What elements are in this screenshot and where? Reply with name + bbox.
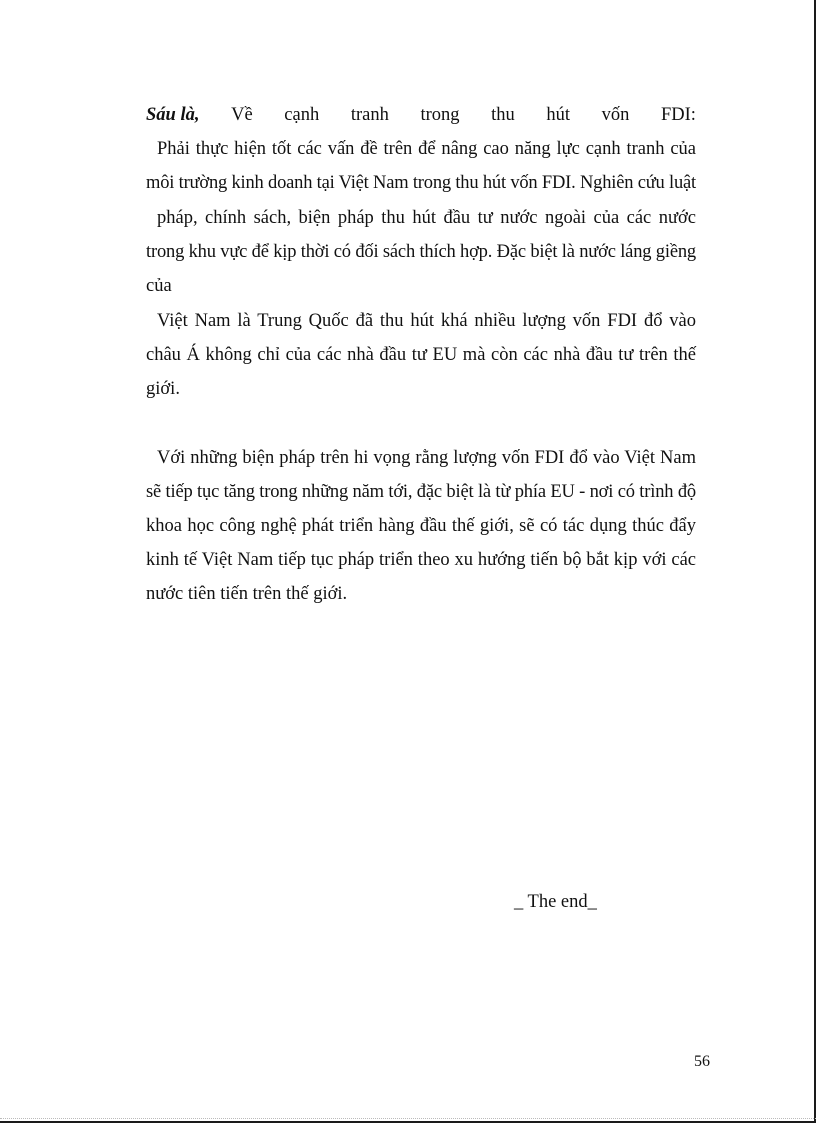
heading-word: thu	[491, 105, 515, 125]
paragraph2-line2: châu Á không chỉ của các nhà đầu tư EU mà còn các nhà đầu tư trên thế	[146, 345, 696, 365]
paragraph3-line1: Với những biện pháp trên hi vọng rằng lượng vốn FDI đổ vào Việt Nam	[157, 448, 696, 468]
page-number: 56	[694, 1053, 710, 1070]
paragraph2-line1: Việt Nam là Trung Quốc đã thu hút khá nhiều lượng vốn FDI đổ vào	[157, 311, 696, 331]
paragraph3-line4: kinh tế Việt Nam tiếp tục pháp triển theo xu hướng tiến bộ bắt kịp với các	[146, 550, 696, 570]
heading-word: hút	[546, 105, 570, 125]
page-bottom-divider	[0, 1118, 816, 1119]
heading-word: FDI:	[660, 105, 696, 125]
paragraph3-line2: sẽ tiếp tục tăng trong những năm tới, đặc biệt là từ phía EU - nơi có trình độ	[146, 482, 696, 502]
paragraph3-line5: nước tiên tiến trên thế giới.	[146, 584, 348, 604]
paragraph1-line5: của	[146, 276, 172, 296]
heading-word: cạnh	[284, 105, 320, 125]
paragraph2-line3: giới.	[146, 379, 180, 399]
heading-word: trong	[420, 105, 460, 125]
heading-word: tranh	[350, 105, 389, 125]
heading-word: vốn	[601, 105, 630, 125]
paragraph1-line4: trong khu vực để kịp thời có đối sách thích hợp. Đặc biệt là nước láng giềng	[146, 242, 697, 262]
paragraph1-line3: pháp, chính sách, biện pháp thu hút đầu tư nước ngoài của các nước	[157, 208, 696, 228]
paragraph1-line2: môi trường kinh doanh tại Việt Nam trong thu hút vốn FDI. Nghiên cứu luật	[146, 173, 696, 193]
heading-line	[146, 103, 696, 127]
paragraph1-line1: Phải thực hiện tốt các vấn đề trên để nâng cao năng lực cạnh tranh của	[157, 139, 696, 159]
end-mark: _ The end_	[514, 892, 597, 912]
heading-word: Về	[231, 105, 253, 125]
paragraph3-line3: khoa học công nghệ phát triển hàng đầu thế giới, sẽ có tác dụng thúc đẩy	[146, 516, 696, 536]
heading-lead: Sáu là,	[146, 105, 200, 125]
